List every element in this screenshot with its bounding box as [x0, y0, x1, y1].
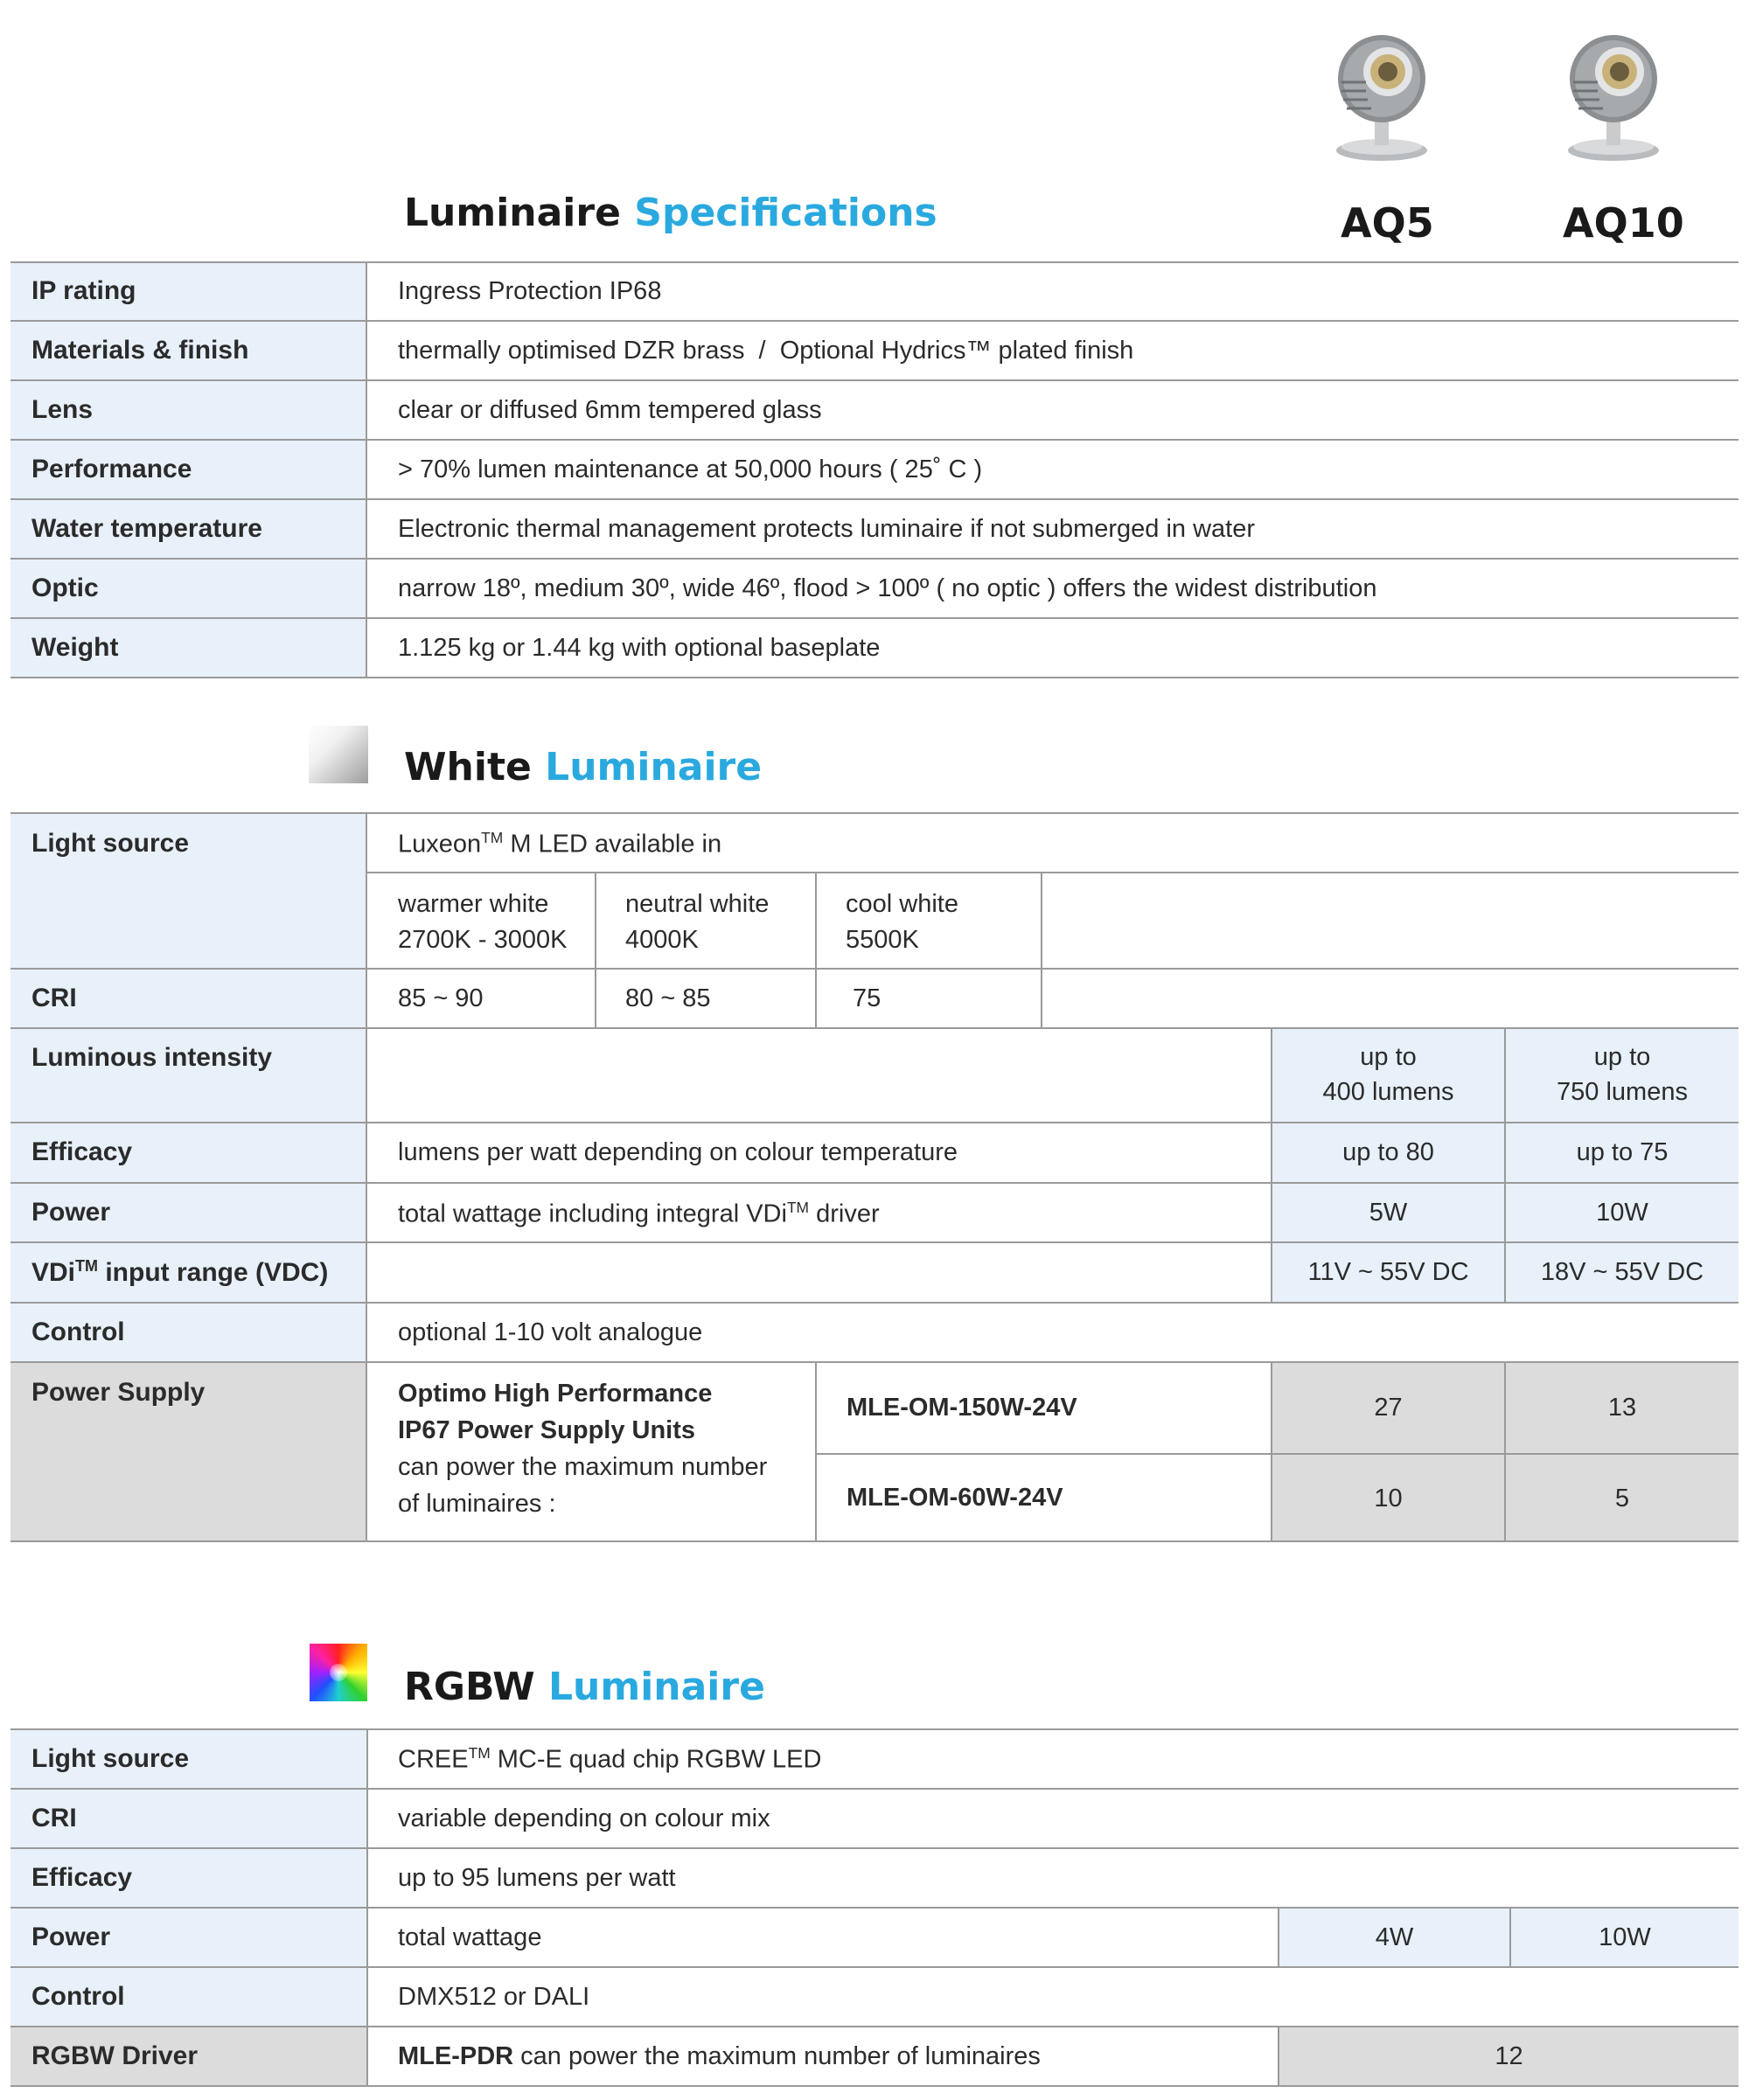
psu-150w-aq10: 13: [1607, 1394, 1637, 1422]
psu-model-150w: MLE-OM-150W-24V: [847, 1394, 1077, 1422]
power-supply-description: Optimo High Performance IP67 Power Supply Units can power the maximum number of luminaires :: [398, 1380, 768, 1518]
rgbw-label-driver: RGBW Driver: [31, 2041, 199, 2070]
rgbw-value-power: total wattage: [398, 1923, 542, 1951]
white-label-power: Power: [31, 1198, 111, 1227]
efficacy-aq5: up to 80: [1342, 1138, 1434, 1166]
spec-value-water-temperature: Electronic thermal management protects luminaire if not submerged in water: [398, 515, 1256, 543]
white-label-control: Control: [31, 1318, 125, 1346]
temp-neutral-white: neutral white 4000K: [625, 890, 770, 954]
spec-value-performance: > 70% lumen maintenance at 50,000 hours ( 25˚ C ): [398, 455, 983, 483]
rgbw-luminaire-title: RGBW Luminaire: [404, 1665, 765, 1709]
spec-value-materials: thermally optimised DZR brass / Optional Hydrics™ plated finish: [398, 337, 1134, 365]
cri-cool-white: 75: [853, 984, 881, 1012]
model-aq5-heading: AQ5: [1341, 199, 1434, 247]
spec-value-optic: narrow 18º, medium 30º, wide 46º, flood > 100º ( no optic ) offers the widest distribution: [398, 574, 1377, 602]
spec-label-ip-rating: IP rating: [31, 276, 136, 305]
spec-label-optic: Optic: [31, 574, 99, 602]
psu-60w-aq5: 10: [1374, 1485, 1403, 1512]
rgbw-power-aq5: 4W: [1375, 1923, 1414, 1951]
efficacy-aq10: up to 75: [1576, 1138, 1669, 1166]
cri-neutral-white: 80 ~ 85: [625, 984, 711, 1012]
psu-150w-aq5: 27: [1374, 1394, 1403, 1422]
white-label-power-supply: Power Supply: [31, 1378, 206, 1407]
rgbw-driver-count: 12: [1495, 2042, 1523, 2070]
rgbw-label-control: Control: [31, 1982, 125, 2011]
intensity-aq10: up to 750 lumens: [1557, 1043, 1688, 1106]
spec-value-ip-rating: Ingress Protection IP68: [398, 277, 662, 305]
spec-value-weight: 1.125 kg or 1.44 kg with optional baseplate: [398, 634, 881, 662]
vdi-aq10: 18V ~ 55V DC: [1540, 1258, 1704, 1286]
rgbw-label-light-source: Light source: [31, 1744, 190, 1773]
product-image-aq5: [1329, 17, 1434, 166]
rgbw-value-cri: variable depending on colour mix: [398, 1804, 770, 1832]
spec-label-weight: Weight: [31, 633, 119, 662]
specifications-title: Luminaire Specifications: [404, 191, 937, 235]
intensity-aq5: up to 400 lumens: [1322, 1043, 1454, 1106]
white-gradient-swatch-icon: [309, 726, 368, 783]
vdi-aq5: 11V ~ 55V DC: [1307, 1258, 1469, 1286]
cri-warmer-white: 85 ~ 90: [398, 984, 484, 1012]
rgbw-value-light-source: CREE™ MC-E quad chip RGBW LED: [398, 1744, 822, 1774]
spec-value-lens: clear or diffused 6mm tempered glass: [398, 396, 822, 424]
spec-label-materials: Materials & finish: [31, 336, 249, 365]
rgbw-value-control: DMX512 or DALI: [398, 1983, 590, 2011]
white-power-text: total wattage including integral VDi™ driver: [398, 1199, 880, 1228]
white-label-light-source: Light source: [31, 829, 190, 858]
rgbw-value-driver: MLE-PDR can power the maximum number of luminaires: [398, 2042, 1041, 2070]
rgbw-power-aq10: 10W: [1599, 1923, 1651, 1951]
white-label-cri: CRI: [31, 984, 77, 1012]
power-aq5: 5W: [1369, 1199, 1408, 1227]
psu-model-60w: MLE-OM-60W-24V: [847, 1484, 1063, 1512]
model-aq10-heading: AQ10: [1563, 199, 1684, 247]
product-image-aq10: [1561, 17, 1666, 166]
white-value-light-source: Luxeon™ M LED available in: [398, 829, 722, 859]
spec-label-water-temperature: Water temperature: [31, 514, 262, 543]
temp-warmer-white: warmer white 2700K - 3000K: [398, 890, 568, 954]
white-label-efficacy: Efficacy: [31, 1137, 133, 1166]
power-aq10: 10W: [1596, 1199, 1648, 1227]
white-efficacy-text: lumens per watt depending on colour temperature: [398, 1138, 958, 1166]
rgbw-color-wheel-icon: [310, 1644, 367, 1701]
psu-60w-aq10: 5: [1614, 1485, 1630, 1512]
temp-cool-white: cool white 5500K: [846, 890, 958, 954]
rgbw-label-cri: CRI: [31, 1804, 77, 1832]
spec-label-lens: Lens: [31, 395, 94, 424]
rgbw-value-efficacy: up to 95 lumens per watt: [398, 1864, 676, 1892]
white-label-luminous-intensity: Luminous intensity: [31, 1043, 273, 1072]
white-control-text: optional 1-10 volt analogue: [398, 1318, 703, 1346]
white-label-vdi-input-range: VDi™ input range (VDC): [31, 1257, 329, 1287]
rgbw-label-power: Power: [31, 1923, 111, 1951]
white-luminaire-title: White Luminaire: [404, 745, 763, 789]
rgbw-label-efficacy: Efficacy: [31, 1863, 133, 1892]
spec-label-performance: Performance: [31, 455, 192, 483]
